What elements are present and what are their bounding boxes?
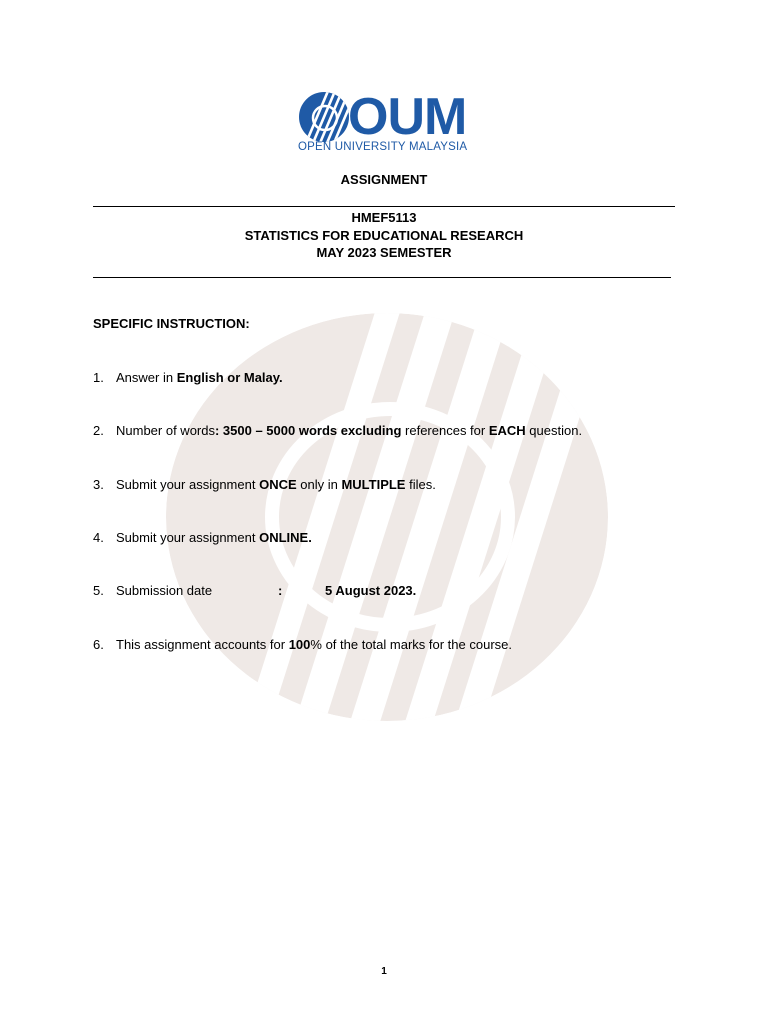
semester: MAY 2023 SEMESTER <box>316 245 452 260</box>
instruction-item-5: 5. Submission date : 5 August 2023. <box>93 583 417 598</box>
submission-date-label: Submission date <box>116 583 213 598</box>
oum-globe-logo-icon <box>298 91 350 143</box>
instruction-item-4: 4. Submit your assignment ONLINE. <box>93 530 312 545</box>
course-code: HMEF5113 <box>351 210 417 225</box>
logo-subtitle: OPEN UNIVERSITY MALAYSIA <box>298 141 468 153</box>
submission-date-colon: : <box>278 583 283 598</box>
instruction-item-1: 1. Answer in English or Malay. <box>93 370 283 385</box>
instructions-title: SPECIFIC INSTRUCTION: <box>93 316 250 331</box>
instruction-item-3: 3. Submit your assignment ONCE only in MULTIPLE files. <box>93 477 436 492</box>
course-title: STATISTICS FOR EDUCATIONAL RESEARCH <box>244 228 524 243</box>
bottom-divider <box>93 277 671 278</box>
logo-wordmark: OUM <box>348 88 467 146</box>
submission-date-value: 5 August 2023. <box>325 583 417 598</box>
top-divider <box>93 206 675 207</box>
oum-logo <box>298 88 473 157</box>
instruction-item-6: 6. This assignment accounts for 100% of the total marks for the course. <box>93 637 512 652</box>
page-number: 1 <box>381 966 387 977</box>
doc-type-heading: ASSIGNMENT <box>340 172 428 187</box>
instruction-item-2: 2. Number of words: 3500 – 5000 words excluding references for EACH question. <box>93 423 583 438</box>
